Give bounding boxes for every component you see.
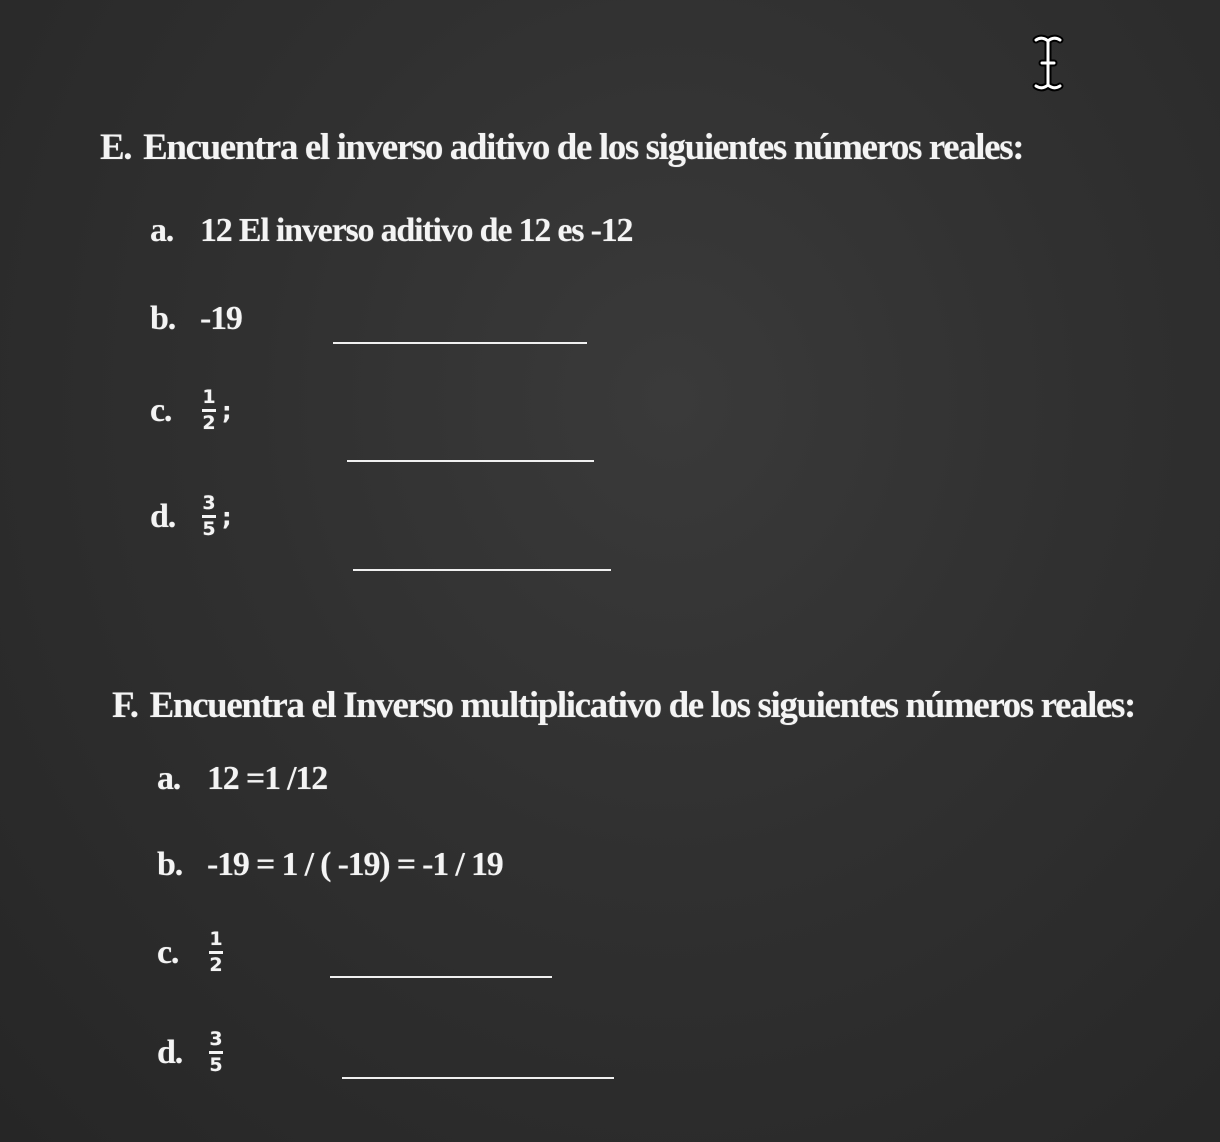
answer-blank-e-d [353, 569, 611, 571]
answer-blank-f-c [330, 976, 552, 978]
fraction-numerator: 1 [202, 386, 216, 408]
item-suffix: ; [222, 502, 231, 531]
item-letter: c. [150, 391, 172, 429]
answer-blank-e-b [333, 342, 587, 344]
fraction [202, 388, 216, 433]
section-e-letter: E. [100, 127, 132, 168]
fraction [202, 494, 216, 539]
fraction [209, 930, 223, 975]
section-f-item-c [157, 930, 223, 975]
item-letter: c. [157, 933, 179, 971]
item-answer: 12 =1 /12 [207, 760, 328, 797]
section-f-item-d [157, 1030, 223, 1075]
fraction [209, 1030, 223, 1075]
section-e-heading [100, 126, 1023, 169]
fraction-denominator: 2 [209, 954, 223, 976]
section-e-item-d [150, 494, 230, 539]
section-e-item-b [150, 300, 242, 338]
fraction-denominator: 2 [202, 412, 216, 434]
item-letter: d. [150, 497, 176, 535]
fraction-numerator: 3 [202, 492, 216, 514]
item-letter: d. [157, 1033, 183, 1071]
item-letter: a. [150, 212, 174, 249]
section-e-item-a [150, 212, 632, 250]
section-f-heading [112, 684, 1135, 727]
item-answer: -19 = 1 / ( -19) = -1 / 19 [207, 846, 503, 883]
fraction-denominator: 5 [209, 1054, 223, 1076]
section-f-item-a [157, 760, 327, 798]
section-e-item-c [150, 388, 230, 433]
answer-blank-e-c [347, 460, 594, 462]
section-e-title: Encuentra el inverso aditivo de los siguientes números reales: [143, 127, 1024, 168]
fraction-numerator: 1 [209, 928, 223, 950]
fraction-denominator: 5 [202, 518, 216, 540]
section-f-item-b [157, 846, 503, 884]
fraction-numerator: 3 [209, 1028, 223, 1050]
section-f-letter: F. [112, 685, 138, 726]
item-value: -19 [200, 300, 242, 337]
item-suffix: ; [222, 396, 231, 425]
text-cursor-icon [1030, 34, 1066, 92]
item-letter: b. [157, 846, 183, 883]
item-letter: b. [150, 300, 176, 337]
answer-blank-f-d [342, 1077, 614, 1079]
item-letter: a. [157, 760, 181, 797]
section-f-title: Encuentra el Inverso multiplicativo de los siguientes números reales: [149, 685, 1135, 726]
item-answer: 12 El inverso aditivo de 12 es -12 [200, 212, 633, 249]
